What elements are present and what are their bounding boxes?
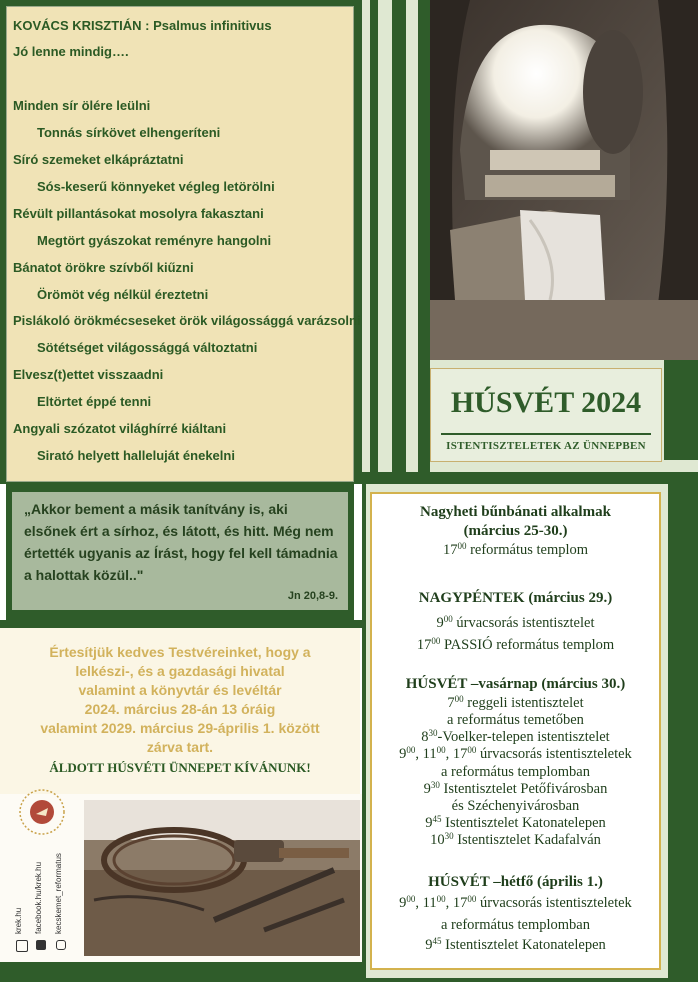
facebook-link[interactable]: facebook.hu/krek.hu xyxy=(34,861,43,934)
poem-line: Sós-keserű könnyeket végleg letörölni xyxy=(37,179,275,194)
empty-tomb-illustration xyxy=(430,0,698,360)
notice-line: lelkészi-, és a gazdasági hivatal xyxy=(75,663,285,679)
notice-line: valamint a könyvtár és levéltár xyxy=(78,682,282,698)
time: 9 xyxy=(425,815,433,831)
schedule-line xyxy=(372,832,659,849)
poem-line: Révült pillantásokat mosolyra fakasztani xyxy=(13,206,264,221)
time: 9 xyxy=(425,937,433,953)
time: 7 xyxy=(447,695,455,711)
poem-line: Eltörtet éppé tenni xyxy=(37,394,152,409)
time: 9 xyxy=(436,615,444,631)
schedule-line-text: Istentisztelet Katonatelepen xyxy=(441,937,606,953)
poem-line: Bánatot örökre szívből kiűzni xyxy=(13,260,194,275)
schedule-line-text: Istentisztelet Petőfivárosban xyxy=(439,781,608,797)
schedule-line-text: -Voelker-telepen istentisztelet xyxy=(437,729,610,745)
schedule-line-text: Istentisztelet Kadafalván xyxy=(453,832,601,848)
poem-line: Minden sír ölére leülni xyxy=(13,98,151,113)
church-logo xyxy=(12,782,72,842)
schedule-heading: HÚSVÉT –vasárnap (március 30.) xyxy=(405,676,626,692)
poem-line: Sirató helyett halleluját énekelni xyxy=(37,448,235,463)
schedule-line xyxy=(372,695,659,712)
stripe xyxy=(392,0,406,472)
schedule-line-text: úrvacsorás istentiszteletek xyxy=(476,746,632,762)
time-minutes: 00 xyxy=(436,745,446,755)
quote-reference: Jn 20,8-9. xyxy=(287,590,338,602)
stripe xyxy=(406,0,418,472)
schedule-line xyxy=(372,746,659,763)
bottom-bar xyxy=(0,962,362,982)
schedule-line xyxy=(372,895,659,912)
schedule-line-text: Istentisztelet Katonatelepen xyxy=(441,815,606,831)
notice-line: zárva tart. xyxy=(146,739,214,755)
time: 8 xyxy=(421,729,429,745)
time: , 11 xyxy=(415,895,437,911)
schedule-line xyxy=(372,729,659,746)
time-minutes: 30 xyxy=(428,728,438,738)
time-minutes: 00 xyxy=(454,694,464,704)
schedule-panel xyxy=(370,492,661,970)
time-minutes: 00 xyxy=(406,745,416,755)
time: 9 xyxy=(423,781,431,797)
poem-line: Angyali szózatot világhírré kiáltani xyxy=(13,421,227,436)
schedule-line-text: PASSIÓ református templom xyxy=(440,637,615,653)
time-minutes: 00 xyxy=(457,541,467,551)
facebook-icon xyxy=(36,940,46,950)
schedule-line xyxy=(372,637,659,654)
schedule-line xyxy=(372,781,659,798)
quote-text: „Akkor bement a másik tanítvány is, aki elsőnek ért a sírhoz, és látott, és hitt. Még nem értették ugyanis az Írást, hogy fel kell támadnia a halottak közül.." xyxy=(24,501,338,583)
stripe xyxy=(378,0,392,472)
time-minutes: 00 xyxy=(467,745,477,755)
notice-line: Értesítjük kedves Testvéreinket, hogy a xyxy=(49,644,311,660)
stripe xyxy=(418,0,430,472)
schedule-line-text: reggeli istentisztelet xyxy=(463,695,584,711)
time: , 11 xyxy=(415,746,437,762)
time-minutes: 45 xyxy=(432,814,442,824)
time: , 17 xyxy=(445,895,468,911)
schedule-line-text: református templom xyxy=(466,542,589,558)
time-minutes: 45 xyxy=(432,936,442,946)
notice-line: valamint 2029. március 29-április 1. között xyxy=(40,720,320,736)
time-minutes: 00 xyxy=(443,614,453,624)
time-minutes: 30 xyxy=(430,780,440,790)
time-minutes: 00 xyxy=(406,894,416,904)
page-title: HÚSVÉT 2024 xyxy=(450,386,642,419)
schedule-line xyxy=(372,937,659,954)
right-green-bar xyxy=(664,360,698,460)
bottom-left-bar xyxy=(0,620,362,628)
empty-tomb-image xyxy=(430,0,698,360)
notice-panel xyxy=(0,628,360,794)
title-box xyxy=(430,368,662,462)
schedule-heading: HÚSVÉT –hétfő (április 1.) xyxy=(428,874,603,890)
poem-line: Sötétséget világossággá változtatni xyxy=(37,340,258,355)
instagram-icon xyxy=(56,940,66,950)
schedule-heading: Nagyheti bűnbánati alkalmak xyxy=(420,504,611,520)
stripe xyxy=(370,0,378,472)
crown-of-thorns-illustration xyxy=(84,800,360,956)
quote-panel xyxy=(6,484,354,620)
time-minutes: 00 xyxy=(431,636,441,646)
poem-title: KOVÁCS KRISZTIÁN : Psalmus infinitivus xyxy=(13,18,272,33)
time: 9 xyxy=(399,746,407,762)
time: 10 xyxy=(430,832,445,848)
schedule-line xyxy=(372,615,659,632)
church-logo-icon xyxy=(12,782,72,842)
schedule-heading-dates: (március 25-30.) xyxy=(463,523,568,539)
time-minutes: 00 xyxy=(436,894,446,904)
web-icon xyxy=(16,940,28,952)
schedule-line: a református templomban xyxy=(441,917,590,933)
time: 17 xyxy=(442,542,458,558)
poem-line: Pislákoló örökmécseseket örök világossággá varázsolni xyxy=(13,313,361,328)
page-subtitle: ISTENTISZTELETEK AZ ÜNNEPBEN xyxy=(446,440,646,452)
schedule-line: a református temetőben xyxy=(447,712,584,728)
time: 9 xyxy=(399,895,407,911)
schedule-line-text: úrvacsorás istentisztelet xyxy=(452,615,595,631)
schedule-line: a református templomban xyxy=(441,764,590,780)
schedule-line xyxy=(372,815,659,832)
schedule-line: és Széchenyivárosban xyxy=(451,798,580,814)
schedule-heading: NAGYPÉNTEK (március 29.) xyxy=(418,590,613,606)
poem-line: Örömöt vég nélkül éreztetni xyxy=(37,287,209,302)
time: 17 xyxy=(416,637,432,653)
schedule-line xyxy=(372,542,659,559)
crown-of-thorns-image xyxy=(84,800,360,956)
poem-line: Jó lenne mindig…. xyxy=(13,44,129,59)
schedule-line-text: úrvacsorás istentiszteletek xyxy=(476,895,632,911)
poem-panel xyxy=(6,6,361,482)
time: , 17 xyxy=(445,746,468,762)
title-divider xyxy=(441,433,651,435)
quote-box xyxy=(12,492,348,610)
poem-line: Tonnás sírkövet elhengeríteni xyxy=(37,125,221,140)
website-link[interactable]: krek.hu xyxy=(14,907,23,934)
notice-line: 2024. március 28-án 13 óráig xyxy=(84,701,276,717)
instagram-link[interactable]: kecskemet_reformatus xyxy=(54,853,63,934)
stripe xyxy=(362,0,370,478)
poem-line: Megtört gyászokat reményre hangolni xyxy=(37,233,272,248)
poem-line: Síró szemeket elkápráztatni xyxy=(13,152,184,167)
poem-line: Elvesz(t)ettet visszaadni xyxy=(13,367,164,382)
easter-greeting: ÁLDOTT HÚSVÉTI ÜNNEPET KÍVÁNUNK! xyxy=(49,760,311,775)
time-minutes: 30 xyxy=(444,831,454,841)
time-minutes: 00 xyxy=(467,894,477,904)
